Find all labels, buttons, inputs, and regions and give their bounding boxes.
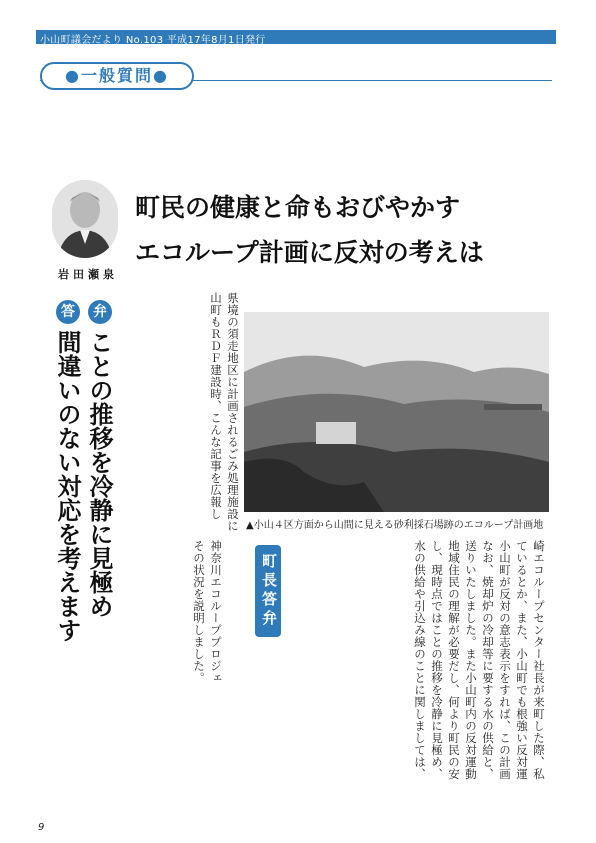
landscape-photo: [244, 312, 549, 512]
badge-to: 答: [56, 300, 80, 324]
reply-label: 町長答弁: [255, 545, 281, 637]
answer-col-3: なお、焼却炉の冷却等に要する水の供給と、: [481, 540, 495, 780]
answer-col-5: 地域住民の理解が必要だし、何より町民の安: [447, 540, 461, 780]
answer-heading-line-2: 間違いのない対応を考えます: [53, 330, 81, 642]
answer-col-6: し、現時点ではことの推移を冷静に見極め、: [430, 540, 444, 780]
question-col-4: 崎エコループセンター社長が来町した際、私: [532, 540, 546, 780]
photo-caption: ▲小山４区方面から山間に見える砂利採石場跡のエコループ計画地: [246, 520, 544, 531]
answer-col-7: 水の供給や引込み線のことに関しましては、: [413, 540, 427, 780]
answer-heading-line-1: ことの推移を冷静に見極め: [85, 330, 113, 618]
header-text: 小山町議会だより No.103 平成17年8月1日発行: [40, 35, 266, 46]
answer-col-2: ているとか、また、小山町でも根強い反対運: [515, 540, 529, 780]
member-portrait: [52, 180, 118, 258]
question-col-2-overflow: [148, 292, 182, 432]
section-label: ●一般質問●: [40, 62, 194, 90]
question-col-5: 小山町が反対の意志表示をすれば、この計画: [498, 540, 512, 780]
page-number: 9: [38, 822, 45, 833]
answer-col-1: 神奈川エコループプロジェ: [209, 540, 223, 684]
question-col-2: 山町もＲＤＦ建設時、こんな記事を広報し: [209, 292, 223, 520]
question-col-3: その状況を説明しました。: [192, 540, 206, 684]
headline-line-2: エコループ計画に反対の考えは: [135, 238, 484, 267]
question-col-1: 県境の須走地区に計画されるごみ処理施設に: [226, 292, 240, 532]
headline-line-1: 町民の健康と命もおびやかす: [135, 193, 461, 222]
answer-col-4: 送りいたしました。また小山町内の反対運動: [464, 540, 478, 780]
member-name: 岩田瀬泉: [58, 268, 118, 281]
badge-ben: 弁: [88, 300, 112, 324]
